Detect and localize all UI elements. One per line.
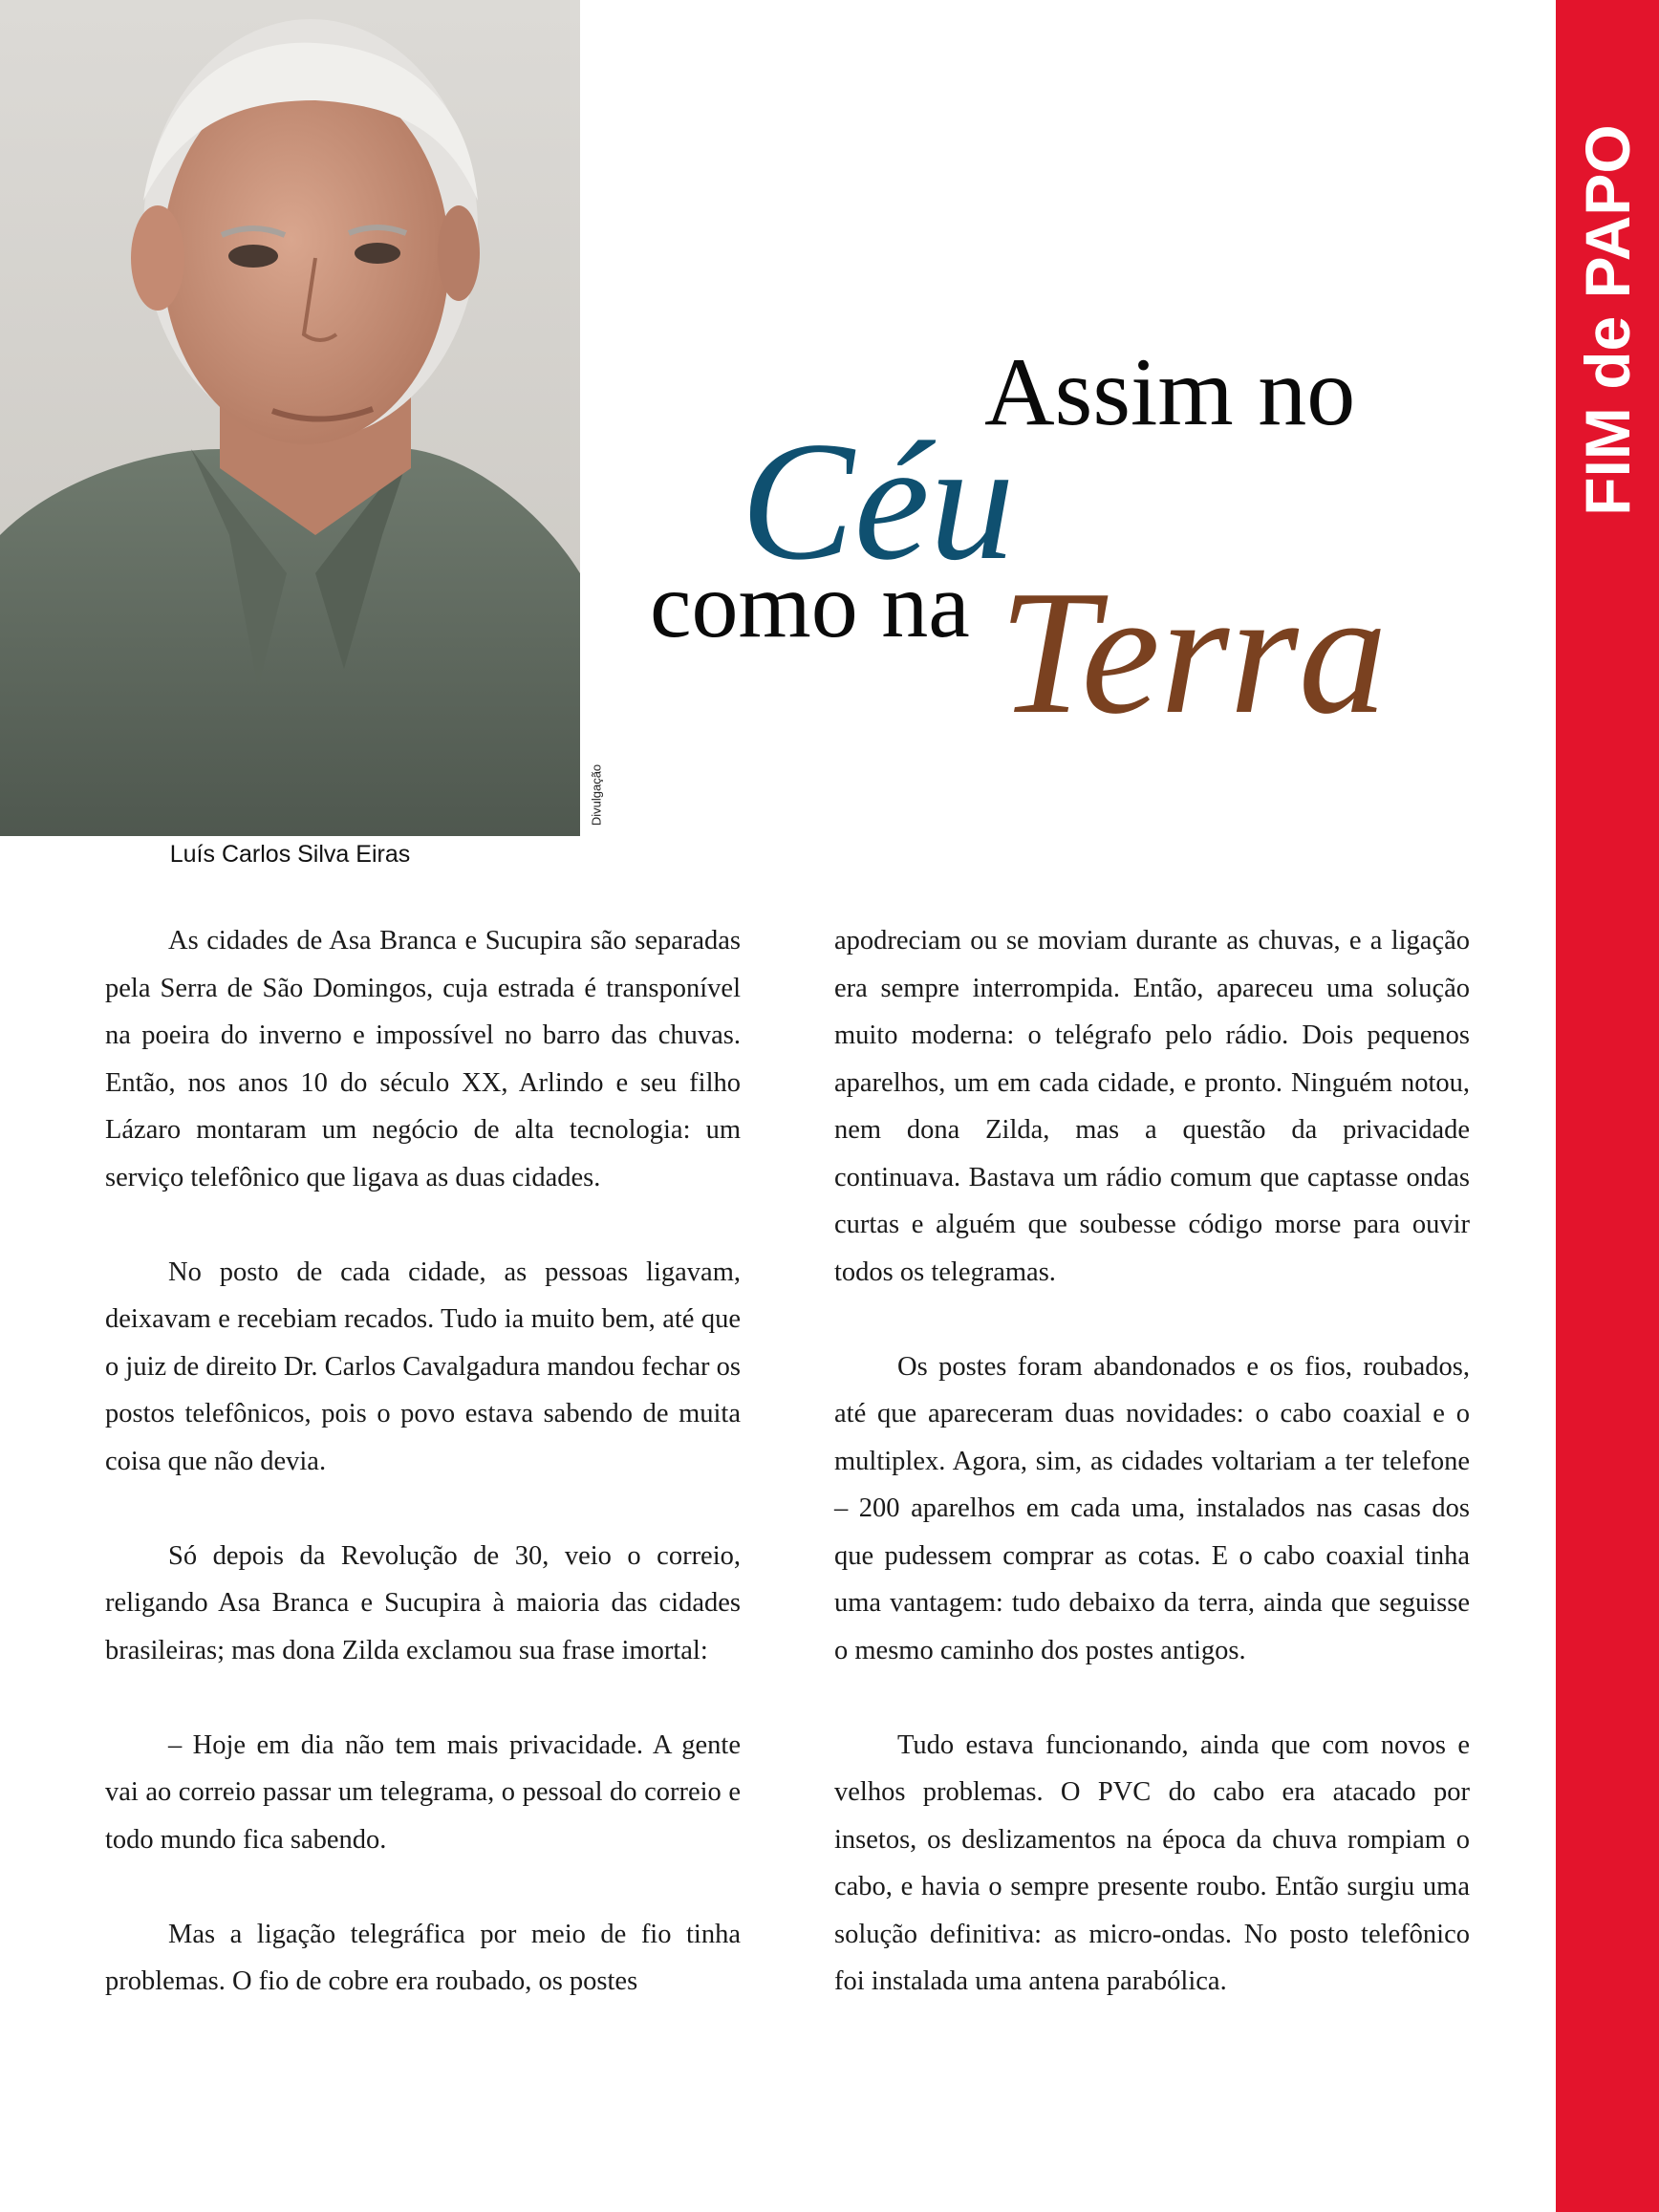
title-line-ceu: Céu xyxy=(741,406,1015,595)
paragraph: Só depois da Revolução de 30, veio o correio, religando Asa Branca e Sucupira à maioria das cidades brasileiras; mas dona Zilda exclamou sua frase imortal: xyxy=(105,1540,741,1665)
section-sidebar xyxy=(1556,0,1659,2212)
portrait-illustration xyxy=(0,0,580,836)
title-line-assim-no: Assim no xyxy=(984,338,1356,446)
paragraph: – Hoje em dia não tem mais privacidade. A gente vai ao correio passar um telegrama, o pessoal do correio e todo mundo fica sabendo. xyxy=(105,1729,741,1855)
paragraph: Tudo estava funcionando, ainda que com novos e velhos problemas. O PVC do cabo era atacado por insetos, os deslizamentos na época da chuva rompiam o cabo, e havia o sempre presente roubo. Então surgiu uma solução definitiva: as micro-ondas. No posto telefônico foi instalada uma antena parabólica. xyxy=(834,1729,1470,1996)
paragraph: Mas a ligação telegráfica por meio de fio tinha problemas. O fio de cobre era roubado, os postes xyxy=(105,1919,741,1996)
paragraph: As cidades de Asa Branca e Sucupira são separadas pela Serra de São Domingos, cuja estrada é transponível na poeira do inverno e impossível no barro das chuvas. Então, nos anos 10 do século XX, Arlindo e seu filho Lázaro montaram um negócio de alta tecnologia: um serviço telefônico que ligava as duas cidades. xyxy=(105,926,741,1192)
article-column-2 xyxy=(834,917,1470,2006)
title-line-como-na: como na xyxy=(650,554,970,657)
paragraph: Os postes foram abandonados e os fios, roubados, até que apareceram duas novidades: o cabo coaxial e o multiplex. Agora, sim, as cidades voltariam a ter telefone – 200 aparelhos em cada uma, instalados nas casas dos que pudessem comprar as cotas. E o cabo coaxial tinha uma vantagem: tudo debaixo da terra, ainda que seguisse o mesmo caminho dos postes antigos. xyxy=(834,1351,1470,1665)
section-label: FIM de PAPO xyxy=(1572,124,1643,516)
paragraph-continuation: apodreciam ou se moviam durante as chuvas, e a ligação era sempre interrompida. Então, apareceu uma solução muito moderna: o telégrafo pelo rádio. Dois pequenos aparelhos, um em cada cidade, e pronto. Ninguém notou, nem dona Zilda, mas a questão da privacidade continuava. Bastava um rádio comum que captasse ondas curtas e alguém que soubesse código morse para ouvir todos os telegramas. xyxy=(834,926,1470,1287)
photo-credit: Divulgação xyxy=(589,763,604,827)
article-column-1 xyxy=(105,917,741,2006)
title-line-terra: Terra xyxy=(999,554,1388,751)
paragraph: No posto de cada cidade, as pessoas ligavam, deixavam e recebiam recados. Tudo ia muito bem, até que o juiz de direito Dr. Carlos Cavalgadura mandou fechar os postos telefônicos, pois o povo estava sabendo de muita coisa que não devia. xyxy=(105,1256,741,1476)
photo-caption: Luís Carlos Silva Eiras xyxy=(169,841,411,868)
author-photo xyxy=(0,0,580,836)
